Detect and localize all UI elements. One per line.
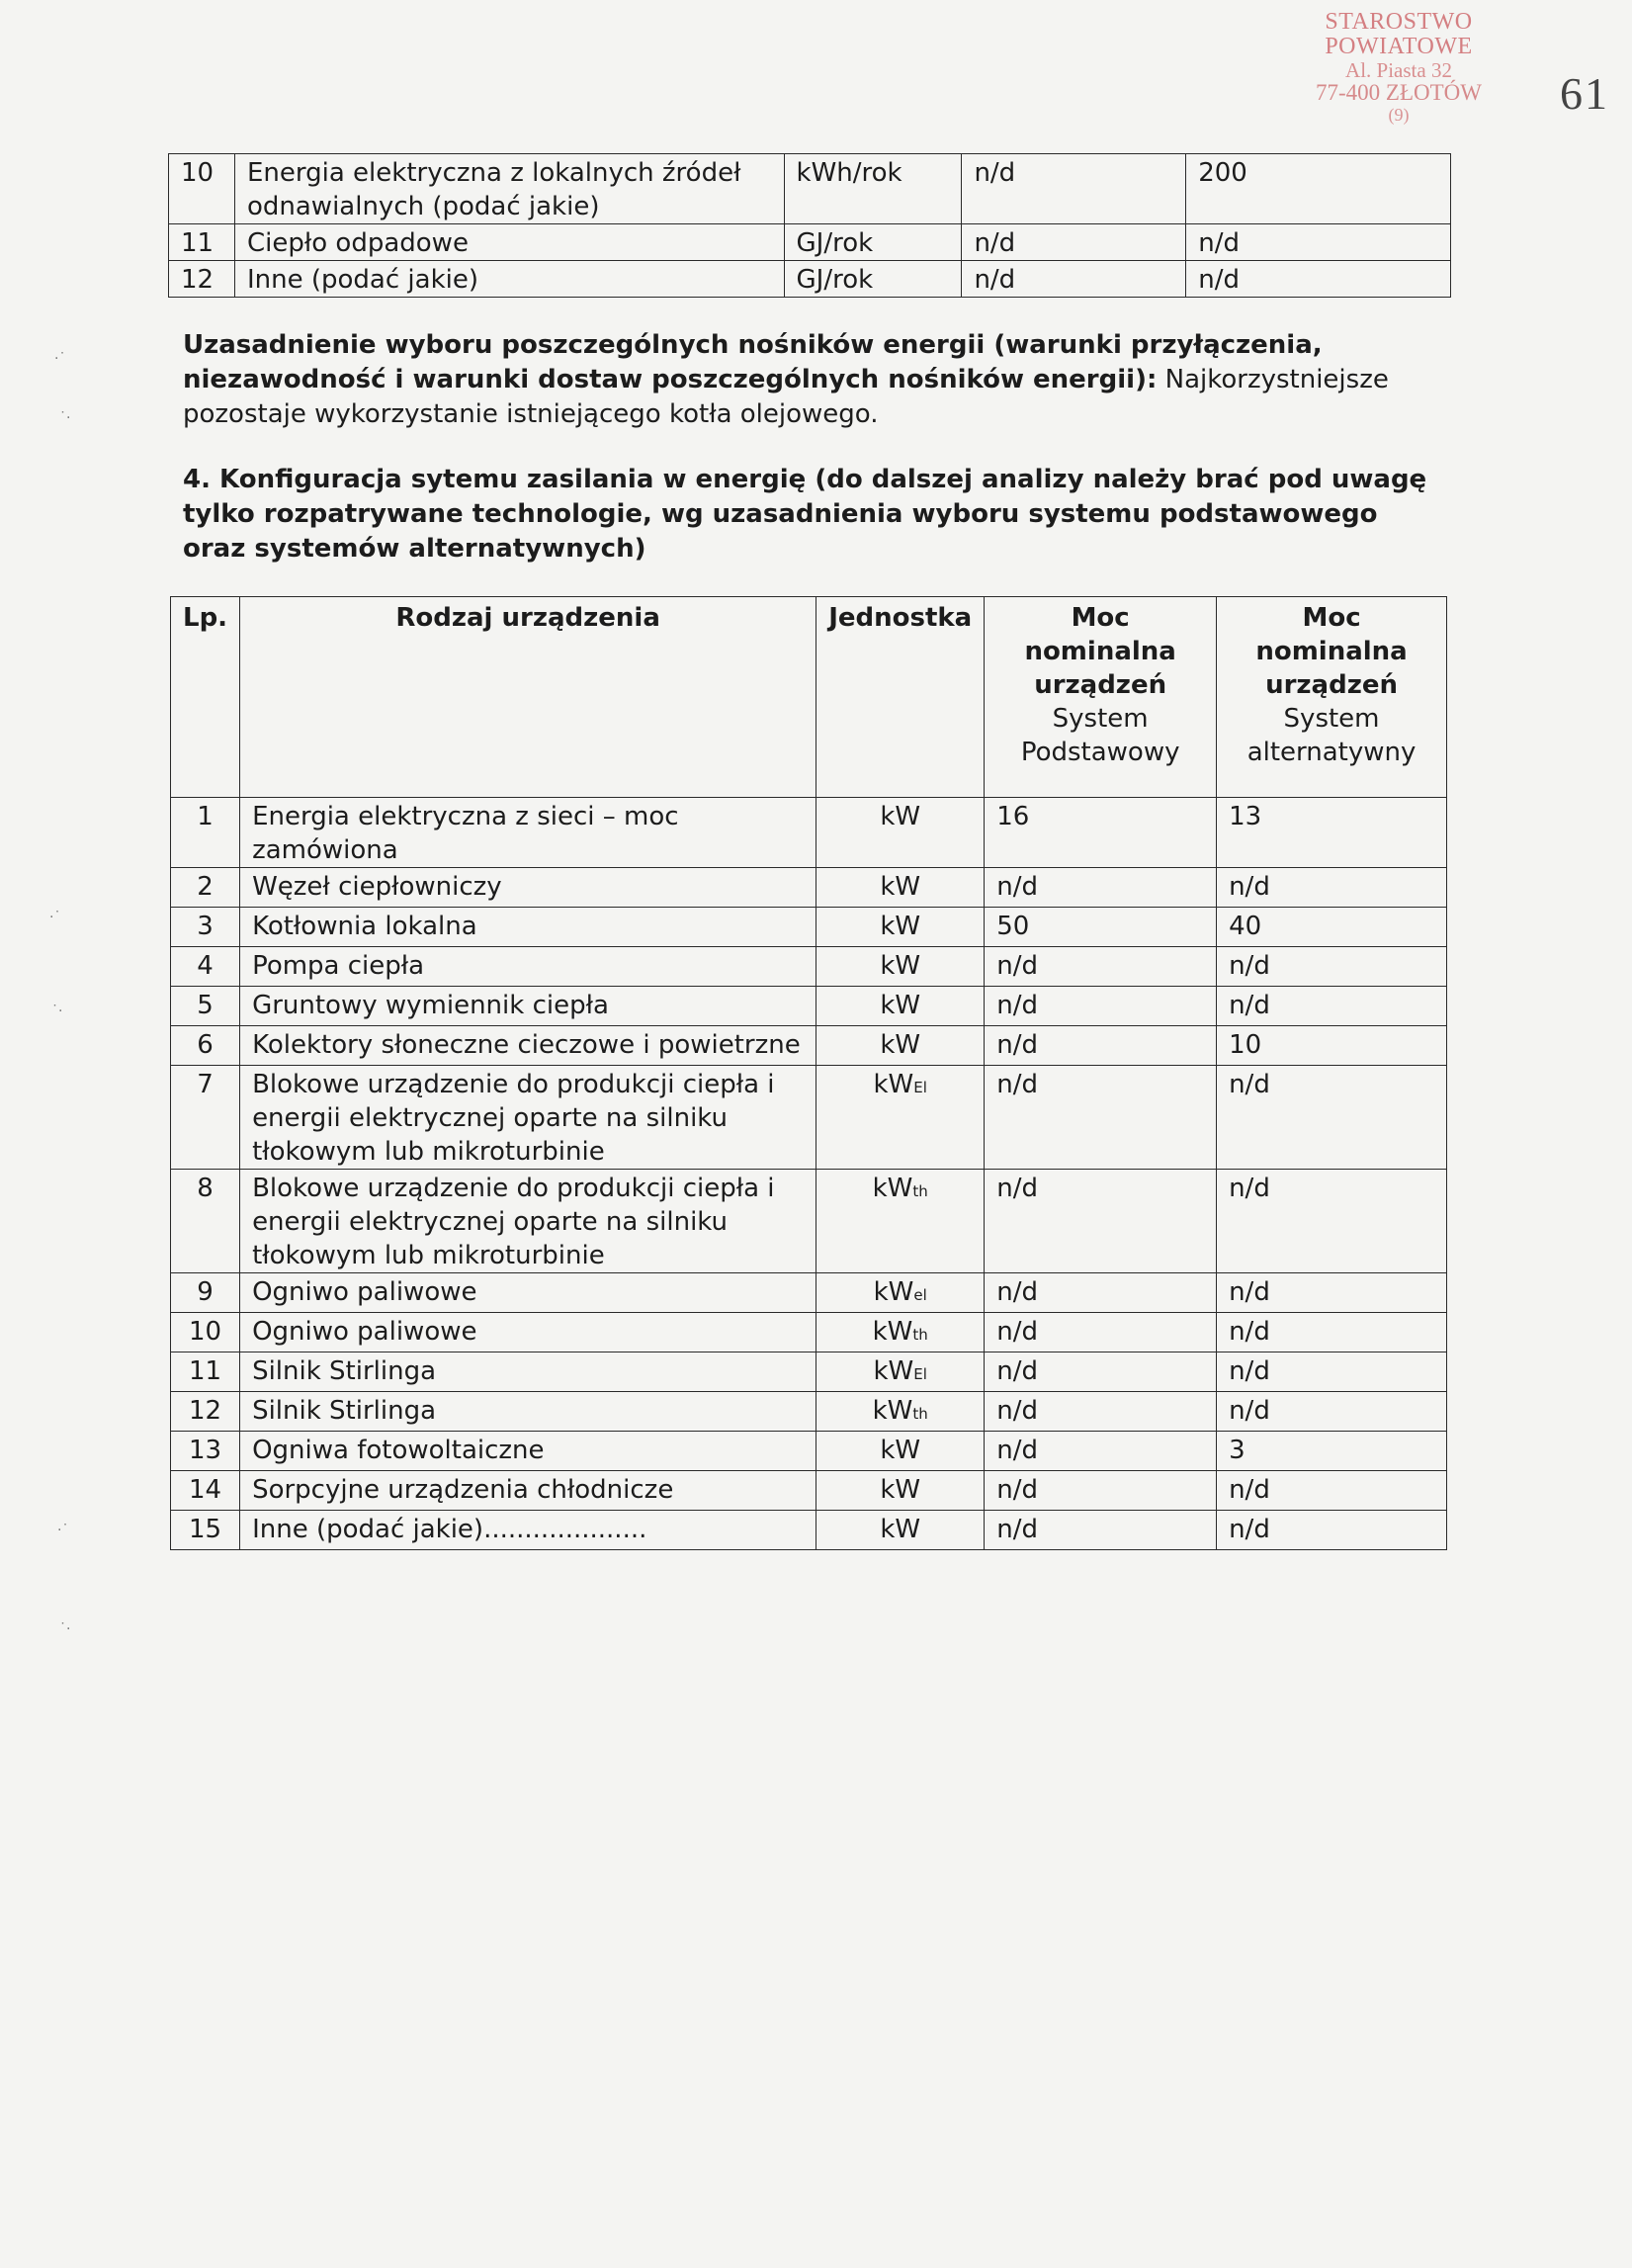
cell-value-basic: n/d xyxy=(985,1392,1217,1432)
cell-lp: 10 xyxy=(169,154,235,224)
scan-speck: ˙· xyxy=(59,1621,71,1637)
table-row xyxy=(171,1392,1447,1432)
header-basic-system-label: System Podstawowy xyxy=(1020,704,1180,767)
power-configuration-table xyxy=(170,596,1447,1550)
cell-lp: 8 xyxy=(171,1170,240,1273)
cell-value-alternative: n/d xyxy=(1217,1511,1447,1550)
table-row xyxy=(171,1026,1447,1066)
table-row xyxy=(171,1273,1447,1313)
cell-value-alternative: n/d xyxy=(1217,1471,1447,1511)
cell-value-alternative: n/d xyxy=(1217,987,1447,1026)
cell-value-alternative: 200 xyxy=(1186,154,1451,224)
scan-speck: ·˙ xyxy=(54,351,66,367)
cell-lp: 11 xyxy=(169,224,235,261)
page-number: 61 xyxy=(1560,68,1609,119)
cell-device-type: Węzeł ciepłowniczy xyxy=(240,868,816,908)
cell-lp: 14 xyxy=(171,1471,240,1511)
cell-device-type: Gruntowy wymiennik ciepła xyxy=(240,987,816,1026)
header-rated-power: Moc nominalna urządzeń xyxy=(1255,603,1408,700)
table-row xyxy=(169,154,1451,224)
scan-speck: ˙· xyxy=(59,410,71,426)
cell-value-basic: n/d xyxy=(962,261,1186,298)
office-stamp xyxy=(1255,10,1542,124)
cell-name: Inne (podać jakie) xyxy=(234,261,784,298)
header-rated-power: Moc nominalna urządzeń xyxy=(1024,603,1176,700)
cell-unit: GJ/rok xyxy=(784,261,962,298)
scan-speck: ·˙ xyxy=(57,1523,69,1538)
unit-base: kW xyxy=(873,1277,914,1307)
cell-value-alternative: 40 xyxy=(1217,908,1447,947)
cell-value-alternative: n/d xyxy=(1217,1352,1447,1392)
cell-value-alternative: n/d xyxy=(1217,1273,1447,1313)
cell-value-basic: n/d xyxy=(985,1026,1217,1066)
cell-value-basic: n/d xyxy=(985,1313,1217,1352)
cell-unit xyxy=(816,868,985,908)
table-row xyxy=(171,798,1447,868)
cell-value-alternative: 3 xyxy=(1217,1432,1447,1471)
cell-lp: 4 xyxy=(171,947,240,987)
unit-base: kW xyxy=(873,1356,914,1386)
cell-value-alternative: n/d xyxy=(1217,947,1447,987)
cell-name: Energia elektryczna z lokalnych źródeł odnawialnych (podać jakie) xyxy=(234,154,784,224)
table-header-row xyxy=(171,597,1447,798)
cell-lp: 10 xyxy=(171,1313,240,1352)
cell-value-basic: n/d xyxy=(985,987,1217,1026)
cell-lp: 12 xyxy=(169,261,235,298)
unit-base: kW xyxy=(880,912,921,941)
unit-base: kW xyxy=(880,1436,921,1465)
cell-value-alternative: n/d xyxy=(1217,1313,1447,1352)
cell-device-type: Inne (podać jakie).................... xyxy=(240,1511,816,1550)
table-row xyxy=(171,868,1447,908)
table-row xyxy=(171,1432,1447,1471)
cell-unit xyxy=(816,1432,985,1471)
table-row xyxy=(171,1471,1447,1511)
cell-lp: 2 xyxy=(171,868,240,908)
cell-device-type: Sorpcyjne urządzenia chłodnicze xyxy=(240,1471,816,1511)
cell-unit xyxy=(816,1273,985,1313)
section-4-heading xyxy=(183,463,1448,567)
cell-name: Ciepło odpadowe xyxy=(234,224,784,261)
cell-lp: 5 xyxy=(171,987,240,1026)
cell-value-basic: n/d xyxy=(985,1432,1217,1471)
cell-unit xyxy=(816,1471,985,1511)
header-alternative-system-label: System alternatywny xyxy=(1246,704,1417,767)
cell-value-alternative: 10 xyxy=(1217,1026,1447,1066)
cell-lp: 12 xyxy=(171,1392,240,1432)
cell-value-alternative: n/d xyxy=(1217,1066,1447,1170)
unit-base: kW xyxy=(880,1475,921,1505)
unit-subscript: el xyxy=(913,1286,927,1304)
cell-unit xyxy=(816,1026,985,1066)
cell-device-type: Pompa ciepła xyxy=(240,947,816,987)
cell-device-type: Blokowe urządzenie do produkcji ciepła i energii elektrycznej oparte na silniku tłokowym lub mikroturbinie xyxy=(240,1066,816,1170)
cell-device-type: Ogniwo paliwowe xyxy=(240,1313,816,1352)
unit-base: kW xyxy=(880,1030,921,1060)
cell-device-type: Kotłownia lokalna xyxy=(240,908,816,947)
table-row xyxy=(171,908,1447,947)
table-row xyxy=(169,224,1451,261)
energy-sources-table-continued xyxy=(168,153,1451,298)
cell-unit xyxy=(816,908,985,947)
cell-value-alternative: n/d xyxy=(1186,224,1451,261)
cell-value-basic: n/d xyxy=(985,947,1217,987)
cell-unit xyxy=(816,1511,985,1550)
justification-heading: Uzasadnienie wyboru poszczególnych nośników energii (warunki przyłączenia, niezawodność i warunki dostaw poszczególnych nośników energii): xyxy=(183,330,1323,394)
cell-value-basic: n/d xyxy=(985,1170,1217,1273)
stamp-line-3: 77-400 ZŁOTÓW xyxy=(1316,80,1482,106)
cell-device-type: Silnik Stirlinga xyxy=(240,1392,816,1432)
cell-value-alternative: n/d xyxy=(1186,261,1451,298)
header-alternative-system xyxy=(1217,597,1447,798)
cell-device-type: Silnik Stirlinga xyxy=(240,1352,816,1392)
scan-speck: ˙· xyxy=(51,1003,63,1019)
cell-unit: GJ/rok xyxy=(784,224,962,261)
unit-base: kW xyxy=(872,1174,913,1203)
unit-base: kW xyxy=(872,1396,913,1426)
cell-unit xyxy=(816,947,985,987)
table-row xyxy=(171,987,1447,1026)
cell-value-basic: 50 xyxy=(985,908,1217,947)
cell-value-alternative: 13 xyxy=(1217,798,1447,868)
cell-lp: 3 xyxy=(171,908,240,947)
unit-subscript: El xyxy=(913,1365,927,1383)
unit-base: kW xyxy=(872,1317,913,1347)
header-unit: Jednostka xyxy=(816,597,985,798)
cell-value-alternative: n/d xyxy=(1217,1392,1447,1432)
unit-subscript: th xyxy=(912,1182,928,1200)
section-4-title: 4. Konfiguracja sytemu zasilania w energię (do dalszej analizy należy brać pod uwagę tylko rozpatrywane technologie, wg uzasadnienia wyboru systemu podstawowego oraz systemów alternatywnych) xyxy=(183,465,1427,564)
unit-base: kW xyxy=(880,802,921,831)
stamp-line-4: (9) xyxy=(1388,104,1410,125)
cell-unit xyxy=(816,798,985,868)
unit-subscript: th xyxy=(912,1405,928,1423)
cell-value-alternative: n/d xyxy=(1217,1170,1447,1273)
cell-value-basic: n/d xyxy=(962,224,1186,261)
justification-text: Najkorzystniejsze pozostaje wykorzystanie istniejącego kotła olejowego. xyxy=(183,365,1389,429)
cell-lp: 13 xyxy=(171,1432,240,1471)
cell-unit xyxy=(816,1392,985,1432)
table-row xyxy=(171,1170,1447,1273)
unit-base: kW xyxy=(880,951,921,981)
table-row xyxy=(171,947,1447,987)
table-row xyxy=(171,1352,1447,1392)
cell-lp: 7 xyxy=(171,1066,240,1170)
cell-value-basic: n/d xyxy=(985,868,1217,908)
cell-lp: 1 xyxy=(171,798,240,868)
table-row xyxy=(171,1066,1447,1170)
cell-device-type: Kolektory słoneczne cieczowe i powietrzne xyxy=(240,1026,816,1066)
stamp-line-2: Al. Piasta 32 xyxy=(1345,58,1452,83)
cell-value-basic: n/d xyxy=(985,1273,1217,1313)
cell-value-basic: 16 xyxy=(985,798,1217,868)
unit-base: kW xyxy=(880,1515,921,1544)
unit-base: kW xyxy=(880,872,921,902)
cell-device-type: Ogniwa fotowoltaiczne xyxy=(240,1432,816,1471)
cell-unit xyxy=(816,1170,985,1273)
cell-value-basic: n/d xyxy=(985,1352,1217,1392)
cell-unit xyxy=(816,1352,985,1392)
scan-speck: ·˙ xyxy=(49,910,61,925)
cell-lp: 6 xyxy=(171,1026,240,1066)
cell-unit xyxy=(816,987,985,1026)
cell-value-basic: n/d xyxy=(985,1471,1217,1511)
unit-base: kW xyxy=(873,1070,914,1099)
table-row xyxy=(169,261,1451,298)
unit-base: kW xyxy=(880,991,921,1020)
header-lp: Lp. xyxy=(171,597,240,798)
cell-unit xyxy=(816,1066,985,1170)
unit-subscript: th xyxy=(912,1326,928,1344)
table-row xyxy=(171,1511,1447,1550)
cell-lp: 15 xyxy=(171,1511,240,1550)
cell-lp: 11 xyxy=(171,1352,240,1392)
table-row xyxy=(171,1313,1447,1352)
cell-unit: kWh/rok xyxy=(784,154,962,224)
unit-subscript: El xyxy=(913,1079,927,1096)
cell-value-basic: n/d xyxy=(985,1511,1217,1550)
cell-value-basic: n/d xyxy=(962,154,1186,224)
header-device-type: Rodzaj urządzenia xyxy=(240,597,816,798)
cell-lp: 9 xyxy=(171,1273,240,1313)
cell-device-type: Blokowe urządzenie do produkcji ciepła i energii elektrycznej oparte na silniku tłokowym lub mikroturbinie xyxy=(240,1170,816,1273)
cell-device-type: Ogniwo paliwowe xyxy=(240,1273,816,1313)
cell-device-type: Energia elektryczna z sieci – moc zamówiona xyxy=(240,798,816,868)
justification-paragraph xyxy=(183,328,1448,432)
header-basic-system xyxy=(985,597,1217,798)
stamp-line-1: STAROSTWO POWIATOWE xyxy=(1325,9,1473,60)
cell-unit xyxy=(816,1313,985,1352)
cell-value-basic: n/d xyxy=(985,1066,1217,1170)
cell-value-alternative: n/d xyxy=(1217,868,1447,908)
